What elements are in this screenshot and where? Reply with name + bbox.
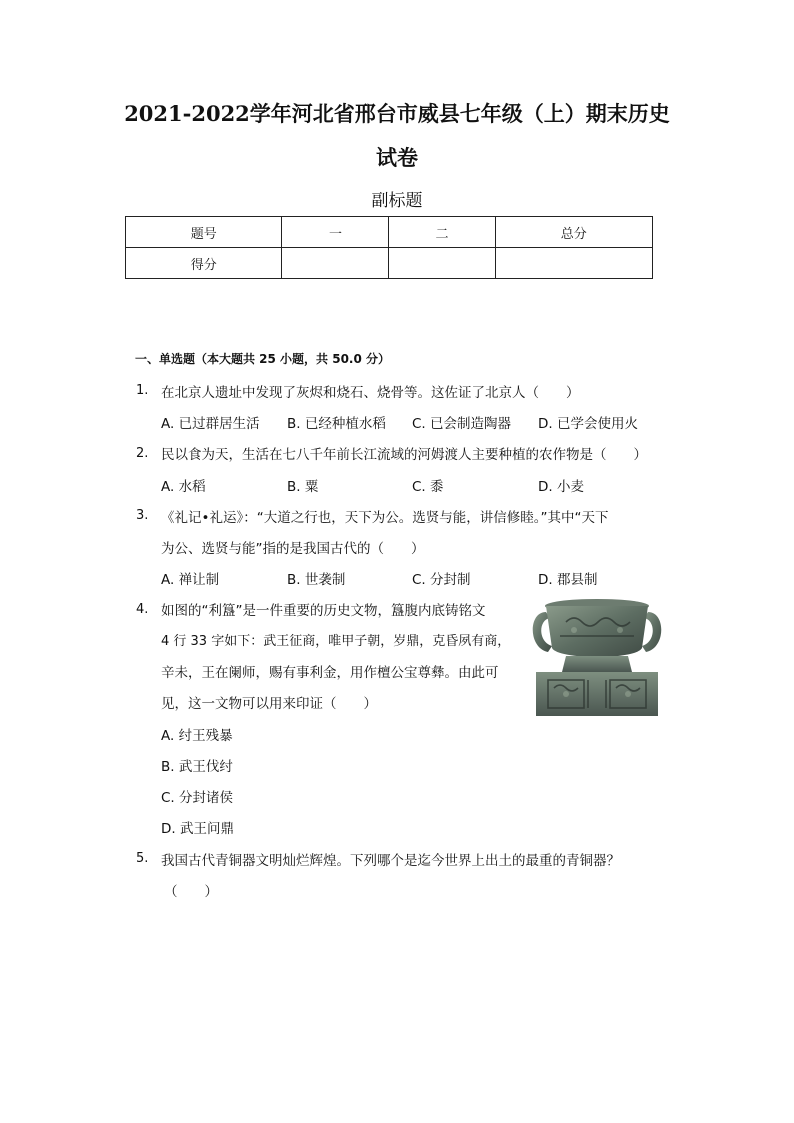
- question-number: 2.: [136, 446, 149, 461]
- score-cell: 得分: [126, 248, 282, 279]
- question-text-line1: 《礼记•礼运》：“大道之行也，天下为公。选贤与能，讲信修睦。”其中“天下: [161, 510, 609, 526]
- score-cell: 一: [282, 217, 389, 248]
- question-text: 在北京人遗址中发现了灰烬和烧石、烧骨等。这佐证了北京人（ ）: [161, 385, 580, 401]
- exam-title-line1: 2021-2022学年河北省邢台市威县七年级（上）期末历史: [124, 101, 670, 126]
- score-input-cell[interactable]: [282, 248, 389, 279]
- question-number: 1.: [136, 383, 149, 398]
- option-b[interactable]: B. 粟: [287, 479, 319, 495]
- option-c[interactable]: C. 黍: [412, 479, 444, 495]
- score-cell: 二: [389, 217, 495, 248]
- question-text: 民以食为天，生活在七八千年前长江流域的河姆渡人主要种植的农作物是（ ）: [161, 447, 647, 463]
- option-c[interactable]: C. 分封诸侯: [161, 790, 234, 806]
- question-text: 我国古代青铜器文明灿烂辉煌。下列哪个是迄今世界上出土的最重的青铜器？: [161, 853, 620, 869]
- option-a[interactable]: A. 已过群居生活: [161, 416, 260, 432]
- question-text-line2: （ ）: [164, 884, 218, 900]
- option-b[interactable]: B. 世袭制: [287, 572, 346, 588]
- question-number: 3.: [136, 508, 149, 523]
- question-number: 4.: [136, 602, 149, 617]
- question-number: 5.: [136, 851, 149, 866]
- question-text-line2: 4 行 33 字如下：武王征商，唯甲子朝，岁鼎，克昏夙有商，: [161, 634, 511, 649]
- option-d[interactable]: D. 小麦: [538, 479, 584, 495]
- question-text-line4: 见，这一文物可以用来印证（ ）: [161, 696, 377, 712]
- score-cell: 总分: [495, 217, 653, 248]
- exam-subtitle: 副标题: [371, 191, 423, 211]
- option-b[interactable]: B. 武王伐纣: [161, 759, 233, 775]
- section-heading: 一、单选题（本大题共 25 小题，共 50.0 分）: [135, 352, 391, 366]
- score-input-cell[interactable]: [495, 248, 653, 279]
- option-d[interactable]: D. 郡县制: [538, 572, 598, 588]
- score-table-score-row: [126, 248, 653, 279]
- option-b[interactable]: B. 已经种植水稻: [287, 416, 386, 432]
- score-table: [125, 216, 653, 279]
- score-table-header-row: [126, 217, 653, 248]
- score-input-cell[interactable]: [389, 248, 495, 279]
- option-a[interactable]: A. 纣王残暴: [161, 728, 233, 744]
- option-a[interactable]: A. 水稻: [161, 479, 206, 495]
- score-cell: 题号: [126, 217, 282, 248]
- option-a[interactable]: A. 禅让制: [161, 572, 220, 588]
- option-c[interactable]: C. 分封制: [412, 572, 471, 588]
- option-d[interactable]: D. 武王问鼎: [161, 821, 234, 837]
- exam-title-line2: 试卷: [376, 145, 418, 170]
- option-d[interactable]: D. 已学会使用火: [538, 416, 638, 432]
- question-text-line3: 辛未，王在阑师，赐有事利金，用作檀公宝尊彝。由此可: [161, 665, 499, 681]
- question-text-line1: 如图的“利簋”是一件重要的历史文物，簋腹内底铸铭文: [161, 603, 486, 619]
- li-gui-bronze-vessel-image: [526, 596, 668, 716]
- option-c[interactable]: C. 已会制造陶器: [412, 416, 512, 432]
- question-text-line2: 为公、选贤与能”指的是我国古代的（ ）: [161, 541, 425, 557]
